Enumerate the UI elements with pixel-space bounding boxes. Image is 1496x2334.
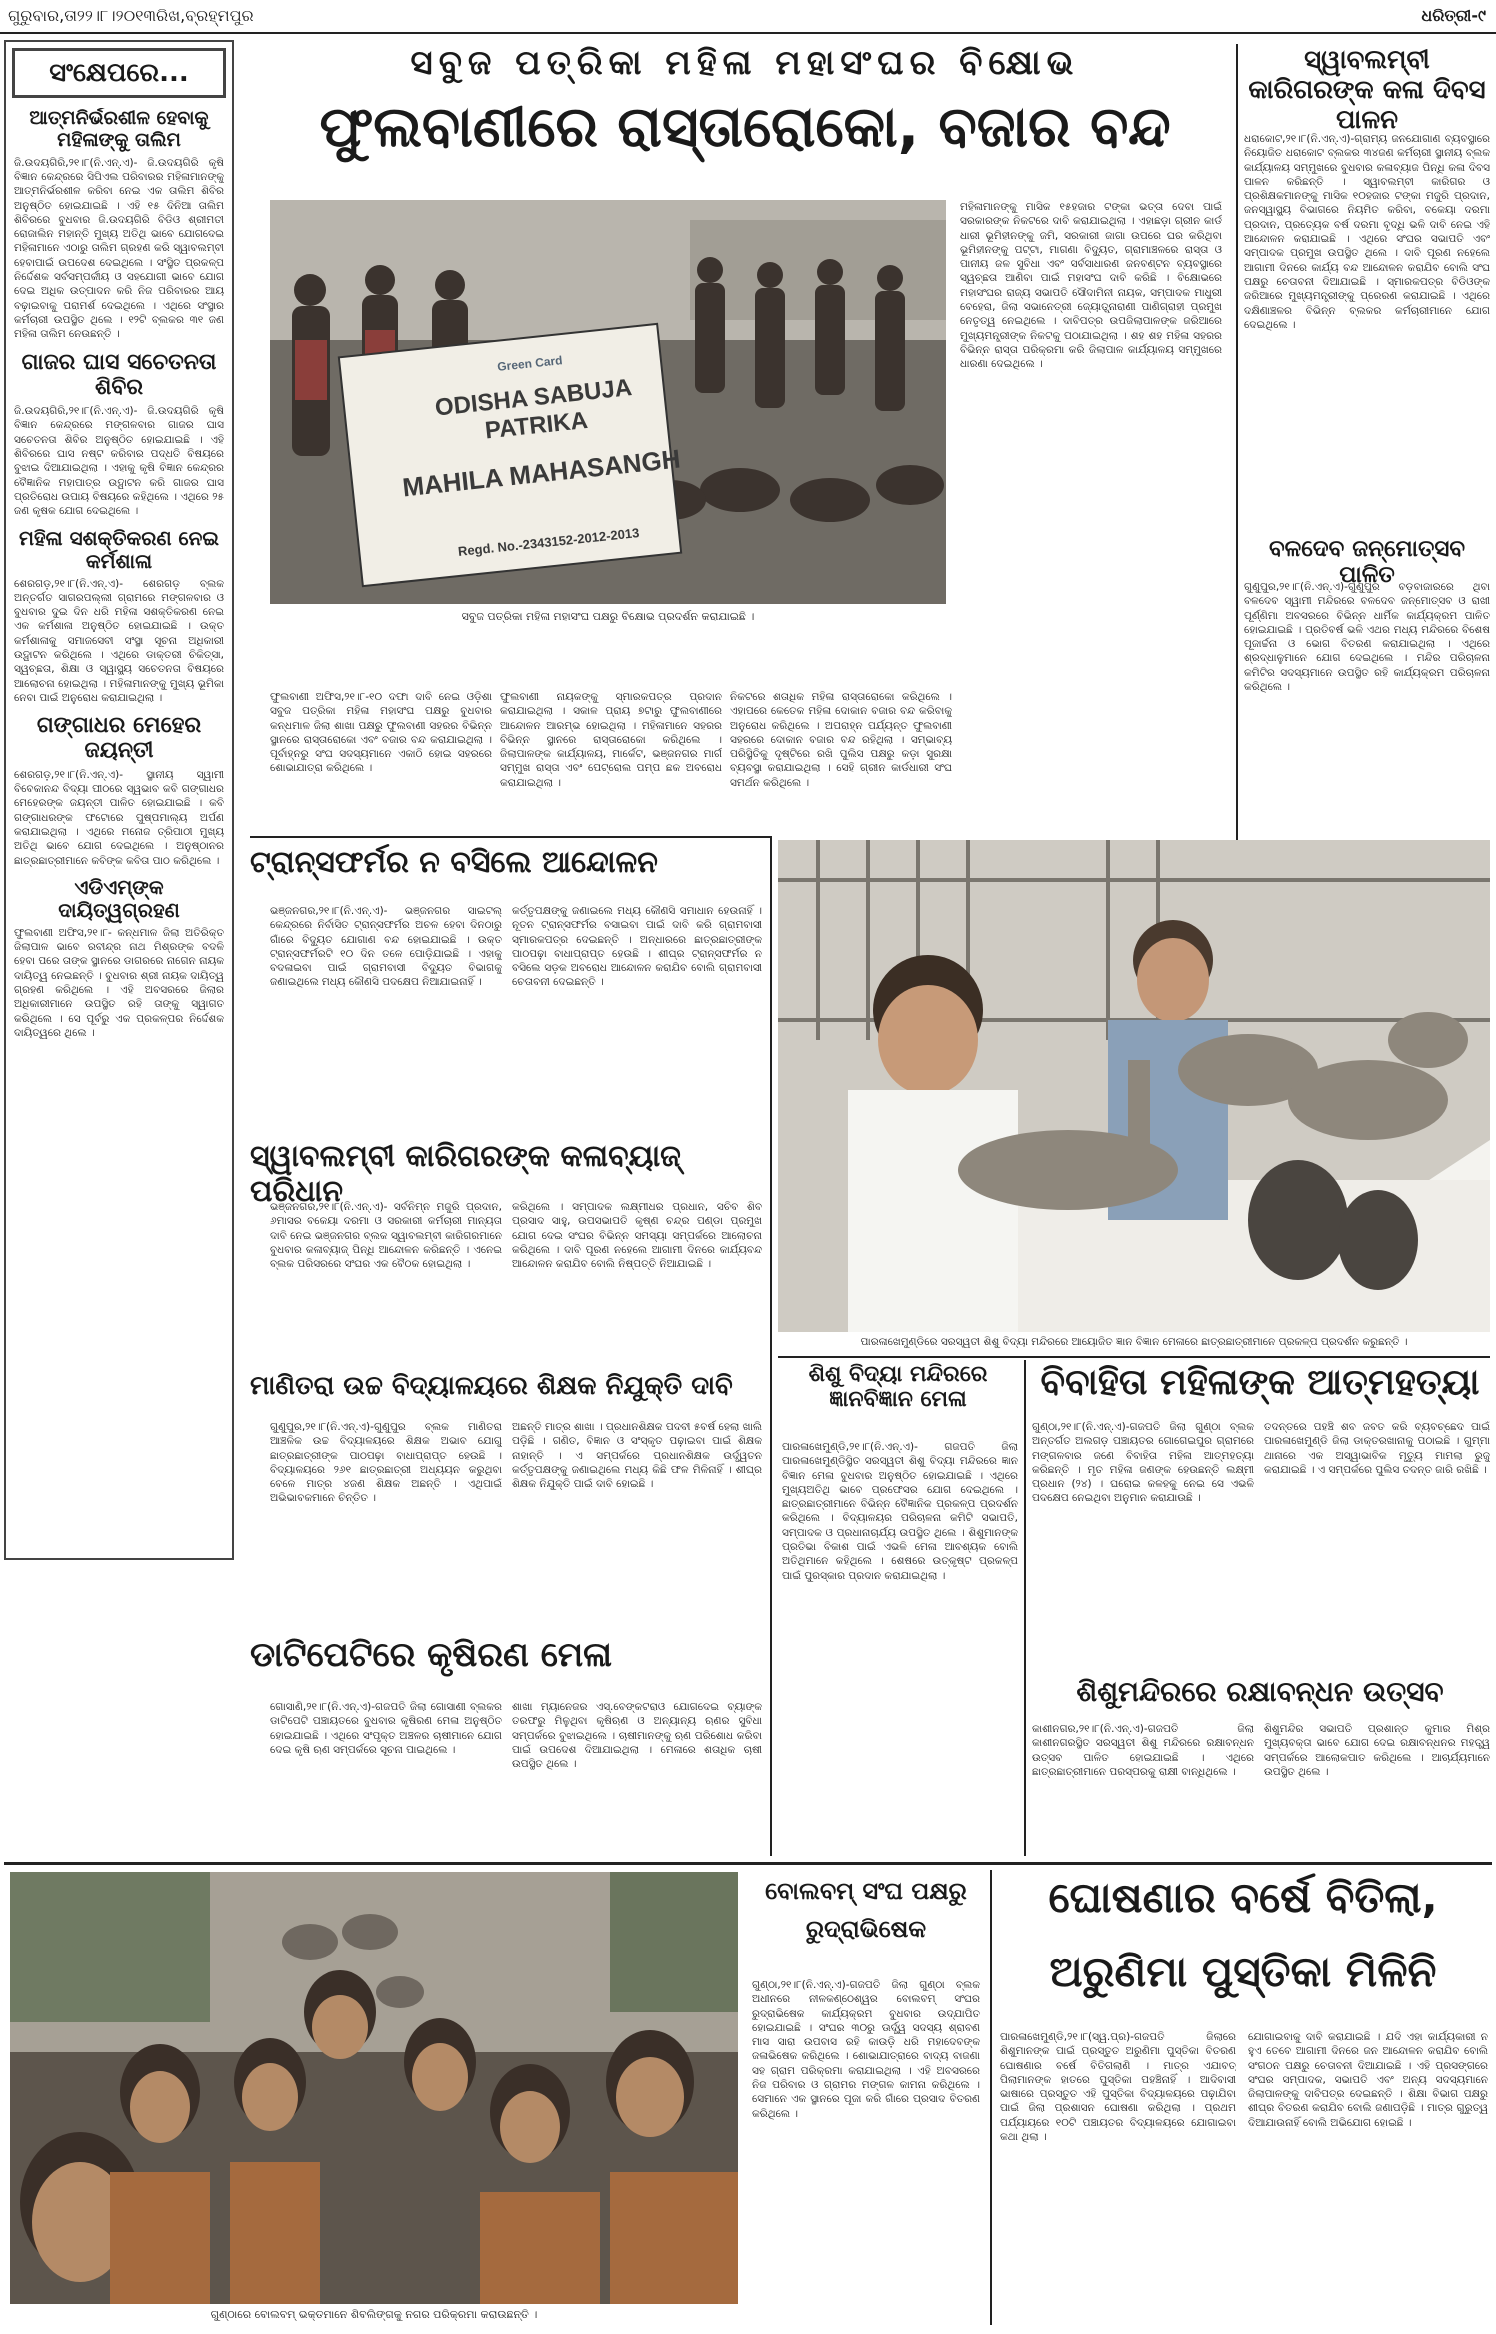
krushi-headline: ଡାଟିପେଟିରେ କୃଷିରଣ ମେଳା (250, 1635, 613, 1675)
sidebar-story-body: ଶେରଗଡ଼,୨୧।୮(ନି.ଏନ୍.ଏ)- ସ୍ଥାନୀୟ ସ୍ୱାମୀ ବିବେକାନନ୍ଦ ବିଦ୍ୟା ପୀଠରେ ସ୍ୱଭାବ କବି ଗଙ୍ଗାଧର ମେହେରଙ୍କ ଜୟନ୍ତୀ ପାଳିତ ହୋଇଯାଇଛି । କବି ଗଙ୍ଗାଧରଙ୍କ ଫଟୋରେ ପୁଷ୍ପମାଲ୍ୟ ଅର୍ପଣ କରାଯାଇଥିଲା । ଏଥିରେ ମନୋଜ ତ୍ରିପାଠୀ ମୁଖ୍ୟ ଅତିଥି ଭାବେ ଯୋଗ ଦେଇଥିଲେ । ଅନୁଷ୍ଠାନର ଛାତ୍ରଛାତ୍ରୀମାନେ କବିଙ୍କ କବିତା ପାଠ କରିଥିଲେ । (14, 768, 224, 867)
arunima-body-col: ଯୋଗାଇବାକୁ ଦାବି କରାଯାଇଛି । ଯଦି ଏହା କାର୍ଯ୍ୟକାରୀ ନ ହୁଏ ତେବେ ଆଗାମୀ ଦିନରେ ଜନ ଆନ୍ଦୋଳନ କରାଯିବ ବୋଲି ସଂଗଠନ ପକ୍ଷରୁ ଚେତାବନୀ ଦିଆଯାଇଛି । ଏହି ପ୍ରସଙ୍ଗରେ ସଂଘର ସମ୍ପାଦକ, ସଭାପତି ଏବଂ ଅନ୍ୟ ସଦସ୍ୟମାନେ ଜିଲାପାଳଙ୍କୁ ଦାବିପତ୍ର ଦେଇଛନ୍ତି । ଶିକ୍ଷା ବିଭାଗ ପକ୍ଷରୁ ଶୀଘ୍ର ବିତରଣ କରାଯିବ ବୋଲି ଜଣାପଡ଼ିଛି । ମାତ୍ର ଗୁରୁତ୍ୱ ଦିଆଯାଉନାହିଁ ବୋଲି ଅଭିଯୋଗ ହୋଇଛି । (1248, 2031, 1488, 2129)
sidebar-story-heading: ଆତ୍ମନିର୍ଭରଶୀଳ ହେବାକୁ ମହିଳାଙ୍କୁ ତାଲିମ (29, 108, 209, 151)
exhibit-photo (778, 840, 1490, 1332)
shikshak-body-col: ଅଛନ୍ତି ମାତ୍ର ଶାଖା । ପ୍ରଧାନଶିକ୍ଷକ ପଦବୀ ୫ବର୍ଷ ହେଲା ଖାଲି ପଡ଼ିଛି । ଗଣିତ, ବିଜ୍ଞାନ ଓ ସଂସ୍କୃତ ପଢ଼ାଇବା ପାଇଁ ଶିକ୍ଷକ ନାହାନ୍ତି । ଏ ସମ୍ପର୍କରେ ପ୍ରଧାନଶିକ୍ଷକ ଉର୍ଦ୍ଧ୍ୱତନ କର୍ତ୍ତୃପକ୍ଷଙ୍କୁ ଜଣାଇଥିଲେ ମଧ୍ୟ କିଛି ଫଳ ମିଳିନାହିଁ । ଶୀଘ୍ର ଶିକ୍ଷକ ନିଯୁକ୍ତି ପାଇଁ ଦାବି ହୋଇଛି । (512, 1421, 762, 1491)
bolbam-headline-box (748, 1872, 984, 1972)
lead-body-col: ଫୁଲବାଣୀ ଅଫିସ,୨୧।୮-୧୦ ଦଫା ଦାବି ନେଇ ଓଡ଼ିଶା ସବୁଜ ପତ୍ରିକା ମହିଳା ମହାସଂଘ ପକ୍ଷରୁ ବୁଧବାର କନ୍ଧମାଳ ଜିଲା ଶାଖା ପକ୍ଷରୁ ଫୁଲବାଣୀ ସହରର ବିଭିନ୍ନ ସ୍ଥାନରେ ରାସ୍ତାରୋକୋ ଏବଂ ବଜାର ବନ୍ଦ କରାଯାଇଥିଲା । ପୂର୍ବାହ୍ନରୁ ସଂଘ ସଦସ୍ୟମାନେ ଏକାଠି ହୋଇ ସହରରେ ଶୋଭାଯାତ୍ରା କରିଥିଲେ । (270, 691, 492, 775)
banner-line: Green Card (496, 353, 564, 374)
sidebar-story-body: ଜି.ଉଦୟଗିରି,୨୧।୮(ନି.ଏନ୍.ଏ)- ଜି.ଉଦୟଗିରି କୃଷି ବିଜ୍ଞାନ କେନ୍ଦ୍ରରେ ମଙ୍ଗଳବାର ଗାଜର ଘାସ ସଚେତନତା ଶିବିର ଅନୁଷ୍ଠିତ ହୋଇଯାଇଛି । ଏହି ଶିବିରରେ ଘାସ ନଷ୍ଟ କରିବାର ପଦ୍ଧତି ବିଷୟରେ ବୁଝାଇ ଦିଆଯାଇଥିଲା । ଏହାକୁ କୃଷି ବିଜ୍ଞାନ କେନ୍ଦ୍ରର ବୈଜ୍ଞାନିକ ମହାପାତ୍ର ଉଦ୍ଘାଟନ କରି ଗାଜର ଘାସ ପ୍ରତିରୋଧ ଉପାୟ ବିଷୟରେ କହିଥିଲେ । ଏଥିରେ ୨୫ ଜଣ କୃଷକ ଯୋଗ ଦେଇଥିଲେ । (14, 405, 224, 518)
arunima-headline-2: ଅରୁଣିମା ପୁସ୍ତିକା ମିଳିନି (1049, 1947, 1437, 1996)
banner-line: MAHILA MAHASANGH (400, 443, 682, 503)
krushi-body-col: ଶାଖା ମ୍ୟାନେଜର ଏସ୍.ବେଙ୍କଟରାଓ ଯୋଗଦେଇ ବ୍ୟାଙ୍କ ତରଫରୁ ମିଳୁଥିବା କୃଷିଋଣ ଓ ଅନ୍ୟାନ୍ୟ ଋଣର ସୁବିଧା ସମ୍ପର୍କରେ ବୁଝାଇଥିଲେ । ଚାଷୀମାନଙ୍କୁ ଋଣ ପରିଶୋଧ କରିବା ପାଇଁ ଉପଦେଶ ଦିଆଯାଇଥିଲା । ମେଳାରେ ଶତାଧିକ ଚାଷୀ ଉପସ୍ଥିତ ଥିଲେ । (512, 1701, 762, 1771)
karigar-headline: ସ୍ୱାବଲମ୍ବୀ କାରିଗରଙ୍କ କଳାବ୍ୟାଜ୍ ପରିଧାନ (250, 1139, 681, 1209)
sidebar-story (14, 876, 224, 1040)
shishu-mela-headline: ଶିଶୁ ବିଦ୍ୟା ମନ୍ଦିରରେ ଜ୍ଞାନବିଜ୍ଞାନ ମେଳା (808, 1362, 988, 1413)
exhibit-photo-caption: ପାରଳାଖେମୁଣ୍ଡିରେ ସରସ୍ୱତୀ ଶିଶୁ ବିଦ୍ୟା ମନ୍ଦିରରେ ଆୟୋଜିତ ଜ୍ଞାନ ବିଜ୍ଞାନ ମେଳାରେ ଛାତ୍ରଛାତ୍ରୀମାନେ ପ୍ରକଳ୍ପ ପ୍ରଦର୍ଶନ କରୁଛନ୍ତି । (860, 1336, 1408, 1348)
shikshak-body-col: ଗୁଣୁପୁର,୨୧।୮(ନି.ଏନ୍.ଏ)-ଗୁଣୁପୁର ବ୍ଲକ ମାଣିତରା ଆଞ୍ଚଳିକ ଉଚ୍ଚ ବିଦ୍ୟାଳୟରେ ଶିକ୍ଷକ ଅଭାବ ଯୋଗୁ ଛାତ୍ରଛାତ୍ରୀଙ୍କ ପାଠପଢ଼ା ବାଧାପ୍ରାପ୍ତ ହେଉଛି । ବିଦ୍ୟାଳୟରେ ୨୬୧ ଛାତ୍ରଛାତ୍ରୀ ଅଧ୍ୟୟନ କରୁଥିବା ବେଳେ ମାତ୍ର ୪ଜଣ ଶିକ୍ଷକ ଅଛନ୍ତି । ଏଥିପାଇଁ ଅଭିଭାବକମାନେ ଚିନ୍ତିତ । (270, 1421, 502, 1505)
rakshya-body-col: ଶିଶୁମନ୍ଦିର ସଭାପତି ପ୍ରଶାନ୍ତ କୁମାର ମିଶ୍ର ମୁଖ୍ୟବକ୍ତା ଭାବେ ଯୋଗ ଦେଇ ରକ୍ଷାବନ୍ଧନର ମହତ୍ତ୍ୱ ସମ୍ପର୍କରେ ଆଲୋକପାତ କରିଥିଲେ । ଆଚାର୍ଯ୍ୟମାନେ ଉପସ୍ଥିତ ଥିଲେ । (1264, 1723, 1490, 1778)
transformer-body-col: କର୍ତ୍ତୃପକ୍ଷଙ୍କୁ ଜଣାଇଲେ ମଧ୍ୟ କୌଣସି ସମାଧାନ ହେଉନାହିଁ । ନୂତନ ଟ୍ରାନ୍ସଫର୍ମର ବସାଇବା ପାଇଁ ଦାବି କରି ଗ୍ରାମବାସୀ ସ୍ମାରକପତ୍ର ଦେଇଛନ୍ତି । ଅନ୍ଧାରରେ ଛାତ୍ରଛାତ୍ରୀଙ୍କ ପାଠପଢ଼ା ବାଧାପ୍ରାପ୍ତ ହେଉଛି । ଶୀଘ୍ର ଟ୍ରାନ୍ସଫର୍ମର ନ ବସିଲେ ସଡ଼କ ଅବରୋଧ ଆନ୍ଦୋଳନ କରାଯିବ ବୋଲି ଗ୍ରାମବାସୀ ଚେତାବନୀ ଦେଇଛନ୍ତି । (512, 905, 762, 989)
karigar-body-col: କରିଥିଲେ । ସମ୍ପାଦକ ଲକ୍ଷ୍ମୀଧର ପ୍ରଧାନ, ସଚିବ ଶିବ ପ୍ରସାଦ ସାହୁ, ଉପସଭାପତି କୃଷ୍ଣ ଚନ୍ଦ୍ର ପଣ୍ଡା ପ୍ରମୁଖ ଯୋଗ ଦେଇ ସଂଘର ବିଭିନ୍ନ ସମସ୍ୟା ସମ୍ପର୍କରେ ଆଲୋଚନା କରିଥିଲେ । ଦାବି ପୂରଣ ନହେଲେ ଆଗାମୀ ଦିନରେ କାର୍ଯ୍ୟବନ୍ଦ ଆନ୍ଦୋଳନ କରାଯିବ ବୋଲି ନିଷ୍ପତ୍ତି ନିଆଯାଇଛି । (512, 1201, 762, 1271)
sidebar-story-body: ଜି.ଉଦୟଗିରି,୨୧।୮(ନି.ଏନ୍.ଏ)- ଜି.ଉଦୟଗିରି କୃଷି ବିଜ୍ଞାନ କେନ୍ଦ୍ରରେ ସିପିଏଲ ପରିବାରର ମହିଳାମାନଙ୍କୁ ଆତ୍ମନିର୍ଭରଶୀଳ କରିବା ନେଇ ଏକ ତାଲିମ ଶିବିର ଅନୁଷ୍ଠିତ ହୋଇଯାଇଛି । ଏହି ୧୫ ଦିନିଆ ତାଲିମ ଶିବିରରେ ବୁଧବାର ଜି.ଉଦୟଗିରି ବିଡିଓ ଶ୍ରୀମତୀ ରୋଜାଲିନ ମହାନ୍ତି ମୁଖ୍ୟ ଅତିଥି ଭାବେ ଯୋଗଦେଇ ମହିଳାମାନେ ଏଠାରୁ ତାଲିମ ଗ୍ରହଣ କରି ସ୍ୱାବଲମ୍ବୀ ହେବାପାଇଁ ଉପଦେଶ ଦେଇଥିଲେ । ସଂସ୍ଥିତ ପ୍ରକଳ୍ପ ନିର୍ଦ୍ଦେଶକ ସର୍ବସମ୍ପର୍କୀୟ ଓ ସହଯୋଗୀ ଭାବେ ଯୋଗ ଦେଇ ଅଧିକ ଉତ୍ପାଦନ କରି ନିଜ ପରିବାରର ଆୟ ବଢ଼ାଇବାକୁ ପରାମର୍ଶ ଦେଇଥିଲେ । ଏଥିରେ ସଂସ୍ଥାର କର୍ମଚାରୀ ଉପସ୍ଥିତ ଥିଲେ । ୧୨ଟି ବ୍ଲକର ୩୧ ଜଣ ମହିଳା ତାଲିମ ନେଉଛନ୍ତି । (14, 156, 224, 341)
section-divider (4, 1862, 1492, 1865)
sidebar-list (14, 108, 224, 1552)
arunima-body-col: ପାରଳାଖେମୁଣ୍ଡି,୨୧।୮(ସ୍ୱ.ପ୍ର)-ଗଜପତି ଜିଲାରେ ଶିଶୁମାନଙ୍କ ପାଇଁ ପ୍ରସ୍ତୁତ ଅରୁଣିମା ପୁସ୍ତିକା ବିତରଣ ଘୋଷଣାର ବର୍ଷେ ବିତିଗଲାଣି । ମାତ୍ର ଏଯାବତ୍ ପିଲାମାନଙ୍କ ହାତରେ ପୁସ୍ତିକା ପହଞ୍ଚିନାହିଁ । ଆଦିବାସୀ ଭାଷାରେ ପ୍ରସ୍ତୁତ ଏହି ପୁସ୍ତିକା ବିଦ୍ୟାଳୟରେ ପଢ଼ାଯିବା ପାଇଁ ଜିଲା ପ୍ରଶାସନ ଘୋଷଣା କରିଥିଲା । ପ୍ରଥମ ପର୍ଯ୍ୟାୟରେ ୧୦ଟି ପଞ୍ଚାୟତର ବିଦ୍ୟାଳୟରେ ଯୋଗାଇବା କଥା ଥିଲା । (1000, 2031, 1236, 2144)
lead-side-column: ମହିଳାମାନଙ୍କୁ ମାସିକ ୧୫ହଜାର ଟଙ୍କା ଭତ୍ତା ଦେବା ପାଇଁ ସରକାରଙ୍କ ନିକଟରେ ଦାବି କରାଯାଇଥିଲା । ଏହାଛଡ଼ା ଗ୍ରୀନ କାର୍ଡ ଧାରୀ ଭୂମିହୀନଙ୍କୁ ଜମି, ସରକାରୀ ଜାଗା ଉପରେ ଘର କରିଥିବା ଭୂମିହୀନଙ୍କୁ ପଟ୍ଟା, ମାଗଣା ବିଦ୍ୟୁତ, ଗ୍ରାମାଞ୍ଚଳରେ ରାସ୍ତା ଓ ପାନୀୟ ଜଳ ସୁବିଧା ଏବଂ ସର୍ବସାଧାରଣ ଜନବଣ୍ଟନ ବ୍ୟବସ୍ଥାରେ ସ୍ୱଚ୍ଛତା ଆଣିବା ପାଇଁ ମହାସଂଘ ଦାବି କରିଛି । ବିକ୍ଷୋଭରେ ମହାସଂଘର ରାଜ୍ୟ ସଭାପତି ସୌଦାମିନୀ ନାୟକ, ସମ୍ପାଦକ ମାଧୁରୀ ବେହେରା, ଜିଲା ସଭାନେତ୍ରୀ ଜ୍ୟୋତ୍ସ୍ନାରାଣୀ ପାଣିଗ୍ରାହୀ ପ୍ରମୁଖ ନେତୃତ୍ୱ ନେଇଥିଲେ । ଦାବିପତ୍ର ଉପଜିଲାପାଳଙ୍କ ଜରିଆରେ ମୁଖ୍ୟମନ୍ତ୍ରୀଙ୍କ ନିକଟକୁ ପଠାଯାଇଥିଲା । ଶହ ଶହ ମହିଳା ସହରର ବିଭିନ୍ନ ରାସ୍ତା ପରିକ୍ରମା କରି ଜିଲାପାଳ କାର୍ଯ୍ୟାଳୟ ସମ୍ମୁଖରେ ଧାରଣା ଦେଇଥିଲେ । (960, 201, 1222, 371)
sidebar-story (14, 108, 224, 342)
karigar-body-col: ଭଞ୍ଜନଗର,୨୧।୮(ନି.ଏନ୍.ଏ)- ସର୍ବନିମ୍ନ ମଜୁରି ପ୍ରଦାନ, ୬ମାସର ବକେୟା ଦରମା ଓ ସରକାରୀ କର୍ମଚାରୀ ମାନ୍ୟତା ଦାବି ନେଇ ଭଞ୍ଜନଗର ବ୍ଲକ ସ୍ୱାବଲମ୍ବୀ କାରିଗରମାନେ ବୁଧବାର କଳାବ୍ୟାଜ୍ ପିନ୍ଧି ଆନ୍ଦୋଳନ କରିଛନ୍ତି । ଏନେଇ ବ୍ଲକ ପରିସରରେ ସଂଘର ଏକ ବୈଠକ ହୋଇଥିଲା । (270, 1201, 502, 1271)
banner-text (379, 335, 700, 585)
krushi-body-col: ଗୋସାଣି,୨୧।୮(ନି.ଏନ୍.ଏ)-ଗଜପତି ଜିଲା ଗୋସାଣୀ ବ୍ଲକର ଡାଟିପେଟି ପଞ୍ଚାୟତରେ ବୁଧବାର କୃଷିରଣ ମେଳା ଅନୁଷ୍ଠିତ ହୋଇଯାଇଛି । ଏଥିରେ ସଂପୃକ୍ତ ଅଞ୍ଚଳର ଚାଷୀମାନେ ଯୋଗ ଦେଇ କୃଷି ଋଣ ସମ୍ପର୍କରେ ସୂଚନା ପାଇଥିଲେ । (270, 1701, 502, 1756)
bolbam-body: ଗୁଣ୍ଠା,୨୧।୮(ନି.ଏନ୍.ଏ)-ଗଜପତି ଜିଲା ଗୁଣ୍ଠା ବ୍ଲକ ଅଧୀନରେ ନୀଳକଣ୍ଠେଶ୍ୱର ବୋଲବମ୍ ସଂଘର ରୁଦ୍ରାଭିଷେକ କାର୍ଯ୍ୟକ୍ରମ ବୁଧବାର ଉଦ୍‌ଯାପିତ ହୋଇଯାଇଛି । ସଂଘର ୩୦ରୁ ଊର୍ଦ୍ଧ୍ୱ ସଦସ୍ୟ ଶ୍ରାବଣ ମାସ ସାରା ଉପବାସ ରହି କାଉଡ଼ି ଧରି ମହାଦେବଙ୍କ ଜଳାଭିଷେକ କରିଥିଲେ । ଶୋଭାଯାତ୍ରାରେ ବାଦ୍ୟ ବାଜଣା ସହ ଗ୍ରାମ ପରିକ୍ରମା କରାଯାଇଥିଲା । ଏହି ଅବସରରେ ନିଜ ପରିବାର ଓ ଗ୍ରାମର ମଙ୍ଗଳ କାମନା କରିଥିଲେ । ସେମାନେ ଏକ ସ୍ଥାନରେ ପୂଜା କରି ଗାଁରେ ପ୍ରସାଦ ବିତରଣ କରିଥିଲେ । (752, 1979, 980, 2120)
sidebar-title-box (12, 48, 226, 98)
column-rule (1024, 1360, 1026, 1856)
atmahatya-body-col: ତଦନ୍ତରେ ପହଞ୍ଚି ଶବ ଜବତ କରି ବ୍ୟବଚ୍ଛେଦ ପାଇଁ ପାରଳାଖେମୁଣ୍ଡି ଜିଲା ଡାକ୍ତରଖାନାକୁ ପଠାଇଛି । ଗୁମ୍ମା ଥାନାରେ ଏକ ଅସ୍ୱାଭାବିକ ମୃତ୍ୟୁ ମାମଲା ରୁଜୁ କରାଯାଇଛି । ଏ ସମ୍ପର୍କରେ ପୁଲିସ ତଦନ୍ତ ଜାରି ରଖିଛି । (1264, 1421, 1490, 1476)
right-top-body: ଧରାକୋଟ,୨୧।୮(ନି.ଏନ୍.ଏ)-ଗ୍ରାମ୍ୟ ଜନଯୋଗାଣ ବ୍ୟବସ୍ଥାରେ ନିୟୋଜିତ ଧରାକୋଟ ବ୍ଲକର ୩୪ଜଣ କର୍ମଚାରୀ ସ୍ଥାନୀୟ ବ୍ଲକ କାର୍ଯ୍ୟାଳୟ ସମ୍ମୁଖରେ ବୁଧବାର କଳାବ୍ୟାଜ ପିନ୍ଧି କଳା ଦିବସ ପାଳନ କରିଛନ୍ତି । ସ୍ୱାବଲମ୍ବୀ କାରିଗର ଓ ପ୍ରଶିକ୍ଷକମାନଙ୍କୁ ମାସିକ ୧୦ହଜାର ଟଙ୍କା ମଜୁରି ପ୍ରଦାନ, ଜନସ୍ୱାସ୍ଥ୍ୟ ବିଭାଗରେ ନିୟମିତ କରିବା, ବକେୟା ଦରମା ପ୍ରଦାନ, ପ୍ରତ୍ୟେକ ବର୍ଷ ଦରମା ବୃଦ୍ଧି ଭଳି ଦାବି ନେଇ ଏହି ଆନ୍ଦୋଳନ କରାଯାଇଛି । ଏଥିରେ ସଂଘର ସଭାପତି ଏବଂ ସମ୍ପାଦକ ପ୍ରମୁଖ ଉପସ୍ଥିତ ଥିଲେ । ଦାବି ପୂରଣ ନହେଲେ ଆଗାମୀ ଦିନରେ କାର୍ଯ୍ୟ ବନ୍ଦ ଆନ୍ଦୋଳନ କରାଯିବ ବୋଲି ସଂଘ ପକ୍ଷରୁ ଚେତାବନୀ ଦିଆଯାଇଛି । ସ୍ମାରକପତ୍ର ବିଡିଓଙ୍କ ଜରିଆରେ ମୁଖ୍ୟମନ୍ତ୍ରୀଙ୍କୁ ପ୍ରେରଣ କରାଯାଇଛି । ଏଥିରେ ଦକ୍ଷିଣାଞ୍ଚଳର ବିଭିନ୍ନ ବ୍ଲକର କର୍ମଚାରୀମାନେ ଯୋଗ ଦେଇଥିଲେ । (1244, 133, 1490, 331)
page-header (0, 0, 1496, 34)
exhibit-photo-illustration (778, 840, 1490, 1332)
arunima-headline-1: ଘୋଷଣାର ବର୍ଷେ ବିତିଲା, (1048, 1873, 1438, 1922)
banner-line: Regd. No.-2343152-2012-2013 (457, 525, 640, 560)
section-divider (250, 836, 770, 838)
sidebar-story-body: ଶେରଗଡ଼,୨୧।୮(ନି.ଏନ୍.ଏ)- ଶେରଗଡ଼ ବ୍ଲକ ଅନ୍ତର୍ଗତ ସାଗରପଲ୍ଲୀ ଗ୍ରାମରେ ମଙ୍ଗଳବାର ଓ ବୁଧବାର ଦୁଇ ଦିନ ଧରି ମହିଳା ସଶକ୍ତିକରଣ ନେଇ ଏକ କର୍ମଶାଳା ଅନୁଷ୍ଠିତ ହୋଇଯାଇଛି । ଉକ୍ତ କର୍ମଶାଳାକୁ ସମାଜସେବୀ ସଂସ୍ଥା ସୂଚନା ଅଧିକାରୀ ଉଦ୍ଘାଟନ କରିଥିଲେ । ଏଥିରେ ଡାକ୍ତରୀ ଚିକିତ୍ସା, ସ୍ୱଚ୍ଛତା, ଶିକ୍ଷା ଓ ସ୍ୱାସ୍ଥ୍ୟ ସଚେତନତା ବିଷୟରେ ଆଲୋଚନା ହୋଇଥିଲା । ମହିଳାମାନଙ୍କୁ ମୁଖ୍ୟ ଭୂମିକା ନେବା ପାଇଁ ଅନୁରୋଧ କରାଯାଇଥିଲା । (14, 577, 224, 704)
sidebar-story-heading: ଗାଜର ଘାସ ସଚେତନତା ଶିବିର (21, 349, 217, 400)
lead-headline: ଫୁଲବାଣୀରେ ରାସ୍ତାରୋକୋ, ବଜାର ବନ୍ଦ (319, 95, 1171, 160)
column-rule (770, 836, 772, 1856)
lead-kicker: ସବୁଜ ପତ୍ରିକା ମହିଳା ମହାସଂଘର ବିକ୍ଷୋଭ (410, 43, 1080, 83)
atmahatya-headline: ବିବାହିତା ମହିଳାଙ୍କ ଆତ୍ମହତ୍ୟା (1040, 1362, 1480, 1403)
banner-line: ODISHA SABUJA PATRIKA (433, 374, 634, 445)
sidebar-story-heading: ଗଙ୍ଗାଧର ମେହେର ଜୟନ୍ତୀ (36, 713, 202, 764)
bolbam-photo-illustration (10, 1872, 738, 2304)
lead-body-col: ଫୁଲବାଣୀ ନାୟକଙ୍କୁ ସ୍ମାରକପତ୍ର ପ୍ରଦାନ କରାଯାଇଥିଲା । ସକାଳ ପ୍ରାୟ ୭ଟାରୁ ଫୁଲବାଣୀରେ ଆନ୍ଦୋଳନ ଆରମ୍ଭ ହୋଇଥିଲା । ମହିଳାମାନେ ସହରର ବିଭିନ୍ନ ସ୍ଥାନରେ ରାସ୍ତାରୋକୋ କରିଥିଲେ । ଜିଲାପାଳଙ୍କ କାର୍ଯ୍ୟାଳୟ, ମାର୍କେଟ, ଭଞ୍ଜନଗର ମାର୍ଗ ସମ୍ମୁଖ ରାସ୍ତା ଏବଂ ପେଟ୍ରୋଲ ପମ୍ପ ଛକ ଅବରୋଧ କରାଯାଇଥିଲା । (500, 691, 722, 789)
transformer-headline: ଟ୍ରାନ୍ସଫର୍ମର ନ ବସିଲେ ଆନ୍ଦୋଳନ (250, 845, 658, 880)
lead-photo-caption: ସବୁଜ ପତ୍ରିକା ମହିଳା ମହାସଂଘ ପକ୍ଷରୁ ବିକ୍ଷୋଭ ପ୍ରଦର୍ଶନ କରାଯାଇଛି । (461, 610, 755, 623)
transformer-body-col: ଭଞ୍ଜନଗର,୨୧।୮(ନି.ଏନ୍.ଏ)- ଭଞ୍ଜନଗର ସାଇଟଲ୍‌ କେନ୍ଦ୍ରରେ ନିର୍ବାସିତ ଟ୍ରାନ୍ସଫର୍ମର ଅଚଳ ହେବା ଦିନଠାରୁ ଗାଁରେ ବିଦ୍ୟୁତ ଯୋଗାଣ ବନ୍ଦ ହୋଇଯାଇଛି । ଉକ୍ତ ଟ୍ରାନ୍ସଫର୍ମରଟି ୧୦ ଦିନ ତଳେ ପୋଡ଼ିଯାଇଛି । ଏହାକୁ ବଦଳାଇବା ପାଇଁ ଗ୍ରାମବାସୀ ବିଦ୍ୟୁତ ବିଭାଗକୁ ଜଣାଇଥିଲେ ମଧ୍ୟ କୌଣସି ପଦକ୍ଷେପ ନିଆଯାଇନାହିଁ । (270, 905, 502, 989)
sidebar-story (14, 350, 224, 519)
bolbam-photo-caption: ଗୁଣ୍ଠାରେ ବୋଲବମ୍ ଭକ୍ତମାନେ ଶିବଲିଙ୍ଗକୁ ନଗର ପରିକ୍ରମା କରାଉଛନ୍ତି । (210, 2308, 538, 2321)
sidebar-story (14, 713, 224, 868)
lead-photo (270, 200, 946, 604)
column-rule (1236, 44, 1238, 844)
rakshya-body-col: କାଶୀନଗର,୨୧।୮(ନି.ଏନ୍.ଏ)-ଗଜପତି ଜିଲା କାଶୀନଗରସ୍ଥିତ ସରସ୍ୱତୀ ଶିଶୁ ମନ୍ଦିରରେ ରକ୍ଷାବନ୍ଧନ ଉତ୍ସବ ପାଳିତ ହୋଇଯାଇଛି । ଏଥିରେ ଛାତ୍ରଛାତ୍ରୀମାନେ ପରସ୍ପରକୁ ରାକ୍ଷୀ ବାନ୍ଧିଥିଲେ । (1032, 1723, 1254, 1778)
bolbam-headline: ବୋଲବମ୍ ସଂଘ ପକ୍ଷରୁ ରୁଦ୍ରାଭିଷେକ (765, 1877, 967, 1944)
sidebar-title: ସଂକ୍ଷେପରେ... (49, 58, 189, 88)
shishu-mela-body: ପାରଳାଖେମୁଣ୍ଡି,୨୧।୮(ନି.ଏନ୍.ଏ)- ଗଜପତି ଜିଲା ପାରଳାଖେମୁଣ୍ଡିସ୍ଥିତ ସରସ୍ୱତୀ ଶିଶୁ ବିଦ୍ୟା ମନ୍ଦିରରେ ଜ୍ଞାନ ବିଜ୍ଞାନ ମେଳା ବୁଧବାର ଅନୁଷ୍ଠିତ ହୋଇଯାଇଛି । ଏଥିରେ ମୁଖ୍ୟଅତିଥି ଭାବେ ପ୍ରଫେସର ଯୋଗ ଦେଇଥିଲେ । ଛାତ୍ରଛାତ୍ରୀମାନେ ବିଭିନ୍ନ ବୈଜ୍ଞାନିକ ପ୍ରକଳ୍ପ ପ୍ରଦର୍ଶନ କରିଥିଲେ । ବିଦ୍ୟାଳୟର ପରିଚାଳନା କମିଟି ସଭାପତି, ସମ୍ପାଦକ ଓ ପ୍ରଧାନାଚାର୍ଯ୍ୟ ଉପସ୍ଥିତ ଥିଲେ । ଶିଶୁମାନଙ୍କ ପ୍ରତିଭା ବିକାଶ ପାଇଁ ଏଭଳି ମେଳା ଆବଶ୍ୟକ ବୋଲି ଅତିଥିମାନେ କହିଥିଲେ । ଶେଷରେ ଉତ୍କୃଷ୍ଟ ପ୍ରକଳ୍ପ ପାଇଁ ପୁରସ୍କାର ପ୍ରଦାନ କରାଯାଇଥିଲା । (782, 1441, 1018, 1582)
sidebar-story (14, 527, 224, 706)
section-divider (778, 1356, 1490, 1358)
rakshya-headline: ଶିଶୁମନ୍ଦିରରେ ରକ୍ଷାବନ୍ଧନ ଉତ୍ସବ (1076, 1675, 1444, 1708)
right-mid-body: ଗୁଣୁପୁର,୨୧।୮(ନି.ଏନ୍.ଏ)-ଗୁଣୁପୁର ବଡ଼ବାଜାରରେ ଥିବା ବଳଦେବ ସ୍ୱାମୀ ମନ୍ଦିରରେ ବଳଦେବ ଜନ୍ମୋତ୍ସବ ଓ ରାଖୀ ପୂର୍ଣ୍ଣିମା ଅବସରରେ ବିଭିନ୍ନ ଧାର୍ମିକ କାର୍ଯ୍ୟକ୍ରମ ପାଳିତ ହୋଇଯାଇଛି । ପ୍ରତିବର୍ଷ ଭଳି ଏଥର ମଧ୍ୟ ମନ୍ଦିରରେ ବିଶେଷ ପୂଜାର୍ଚ୍ଚନା ଓ ଭୋଗ ବିତରଣ କରାଯାଇଥିଲା । ଏଥିରେ ଶ୍ରଦ୍ଧାଳୁମାନେ ଯୋଗ ଦେଇଥିଲେ । ମନ୍ଦିର ପରିଚାଳନା କମିଟିର ସଦସ୍ୟମାନେ ଉପସ୍ଥିତ ରହି କାର୍ଯ୍ୟକ୍ରମ ପରିଚାଳନା କରିଥିଲେ । (1244, 581, 1490, 694)
column-rule (990, 1870, 992, 2325)
dateline: ଗୁରୁବାର,ତା୨୨।୮।୨୦୧୩ରିଖ,ବ୍ରହ୍ମପୁର (8, 6, 254, 25)
page-number: ଧରିତ୍ରୀ-୯ (1421, 6, 1486, 25)
sidebar-story-heading: ମହିଳା ସଶକ୍ତିକରଣ ନେଇ କର୍ମଶାଳା (19, 525, 219, 573)
bolbam-photo (10, 1872, 738, 2304)
lead-body-col: ନିକଟରେ ଶତାଧିକ ମହିଳା ରାସ୍ତାରୋକୋ କରିଥିଲେ । ଏହାପରେ କେତେକ ମହିଳା ଦୋକାନ ବଜାର ବନ୍ଦ କରିବାକୁ ଅନୁରୋଧ କରିଥିଲେ । ଅପରାହ୍ନ ପର୍ଯ୍ୟନ୍ତ ଫୁଲବାଣୀ ସହରରେ ଦୋକାନ ବଜାର ବନ୍ଦ ରହିଥିଲା । ସମ୍ଭାବ୍ୟ ପରିସ୍ଥିତିକୁ ଦୃଷ୍ଟିରେ ରଖି ପୁଲିସ ପକ୍ଷରୁ କଡ଼ା ସୁରକ୍ଷା ବ୍ୟବସ୍ଥା କରାଯାଇଥିଲା । ସେହି ଗ୍ରୀନ କାର୍ଡଧାରୀ ସଂଘ ସମର୍ଥନ କରିଥିଲେ । (730, 691, 952, 789)
atmahatya-body-col: ଗୁଣ୍ଠା,୨୧।୮(ନି.ଏନ୍.ଏ)-ଗଜପତି ଜିଲା ଗୁଣ୍ଠା ବ୍ଲକ ଅନ୍ତର୍ଗତ ଅଲଗଡ଼ ପଞ୍ଚାୟତର ଗୋଗେଇପୁର ଗ୍ରାମରେ ମଙ୍ଗଳବାର ଜଣେ ବିବାହିତା ମହିଳା ଆତ୍ମହତ୍ୟା କରିଛନ୍ତି । ମୃତ ମହିଳା ଜଣଙ୍କ ହେଉଛନ୍ତି ଲକ୍ଷ୍ମୀ ପ୍ରଧାନ (୨୪) । ଘରୋଇ କଳହକୁ ନେଇ ସେ ଏଭଳି ପଦକ୍ଷେପ ନେଇଥିବା ଅନୁମାନ କରାଯାଉଛି । (1032, 1421, 1254, 1505)
sidebar-story-heading: ଏଡିଏମ୍‌ଙ୍କ ଦାୟିତ୍ୱଗ୍ରହଣ (58, 874, 180, 922)
shikshak-headline: ମାଣିତରା ଉଚ୍ଚ ବିଦ୍ୟାଳୟରେ ଶିକ୍ଷକ ନିଯୁକ୍ତି ଦାବି (250, 1371, 733, 1401)
sidebar-story-body: ଫୁଲବାଣୀ ଅଫିସ,୨୧।୮- କନ୍ଧମାଳ ଜିଲା ଅତିରିକ୍ତ ଜିଲାପାଳ ଭାବେ ରବୀନ୍ଦ୍ର ନାଥ ମିଶ୍ରଙ୍କ ବଦଳି ହେବା ପରେ ତାଙ୍କ ସ୍ଥାନରେ ଡାଗରରେ ନାଗେନ ନାୟକ ଦାୟିତ୍ୱ ନେଇଛନ୍ତି । ବୁଧବାର ଶ୍ରୀ ନାୟକ ଦାୟିତ୍ୱ ଗ୍ରହଣ କରିଥିଲେ । ଏହି ଅବସରରେ ଜିଲାର ଅଧିକାରୀମାନେ ଉପସ୍ଥିତ ରହି ତାଙ୍କୁ ସ୍ୱାଗତ କରିଥିଲେ । ସେ ପୂର୍ବରୁ ଏକ ପ୍ରକଳ୍ପର ନିର୍ଦ୍ଦେଶକ ଦାୟିତ୍ୱରେ ଥିଲେ । (14, 926, 224, 1039)
sidebar (4, 40, 234, 1560)
right-top-headline: ସ୍ୱାବଲମ୍ବୀ କାରିଗରଙ୍କ କଳା ଦିବସ ପାଳନ (1248, 45, 1486, 135)
right-mid-headline: ବଳଦେବ ଜନ୍ମୋତ୍ସବ ପାଳିତ (1268, 536, 1466, 589)
